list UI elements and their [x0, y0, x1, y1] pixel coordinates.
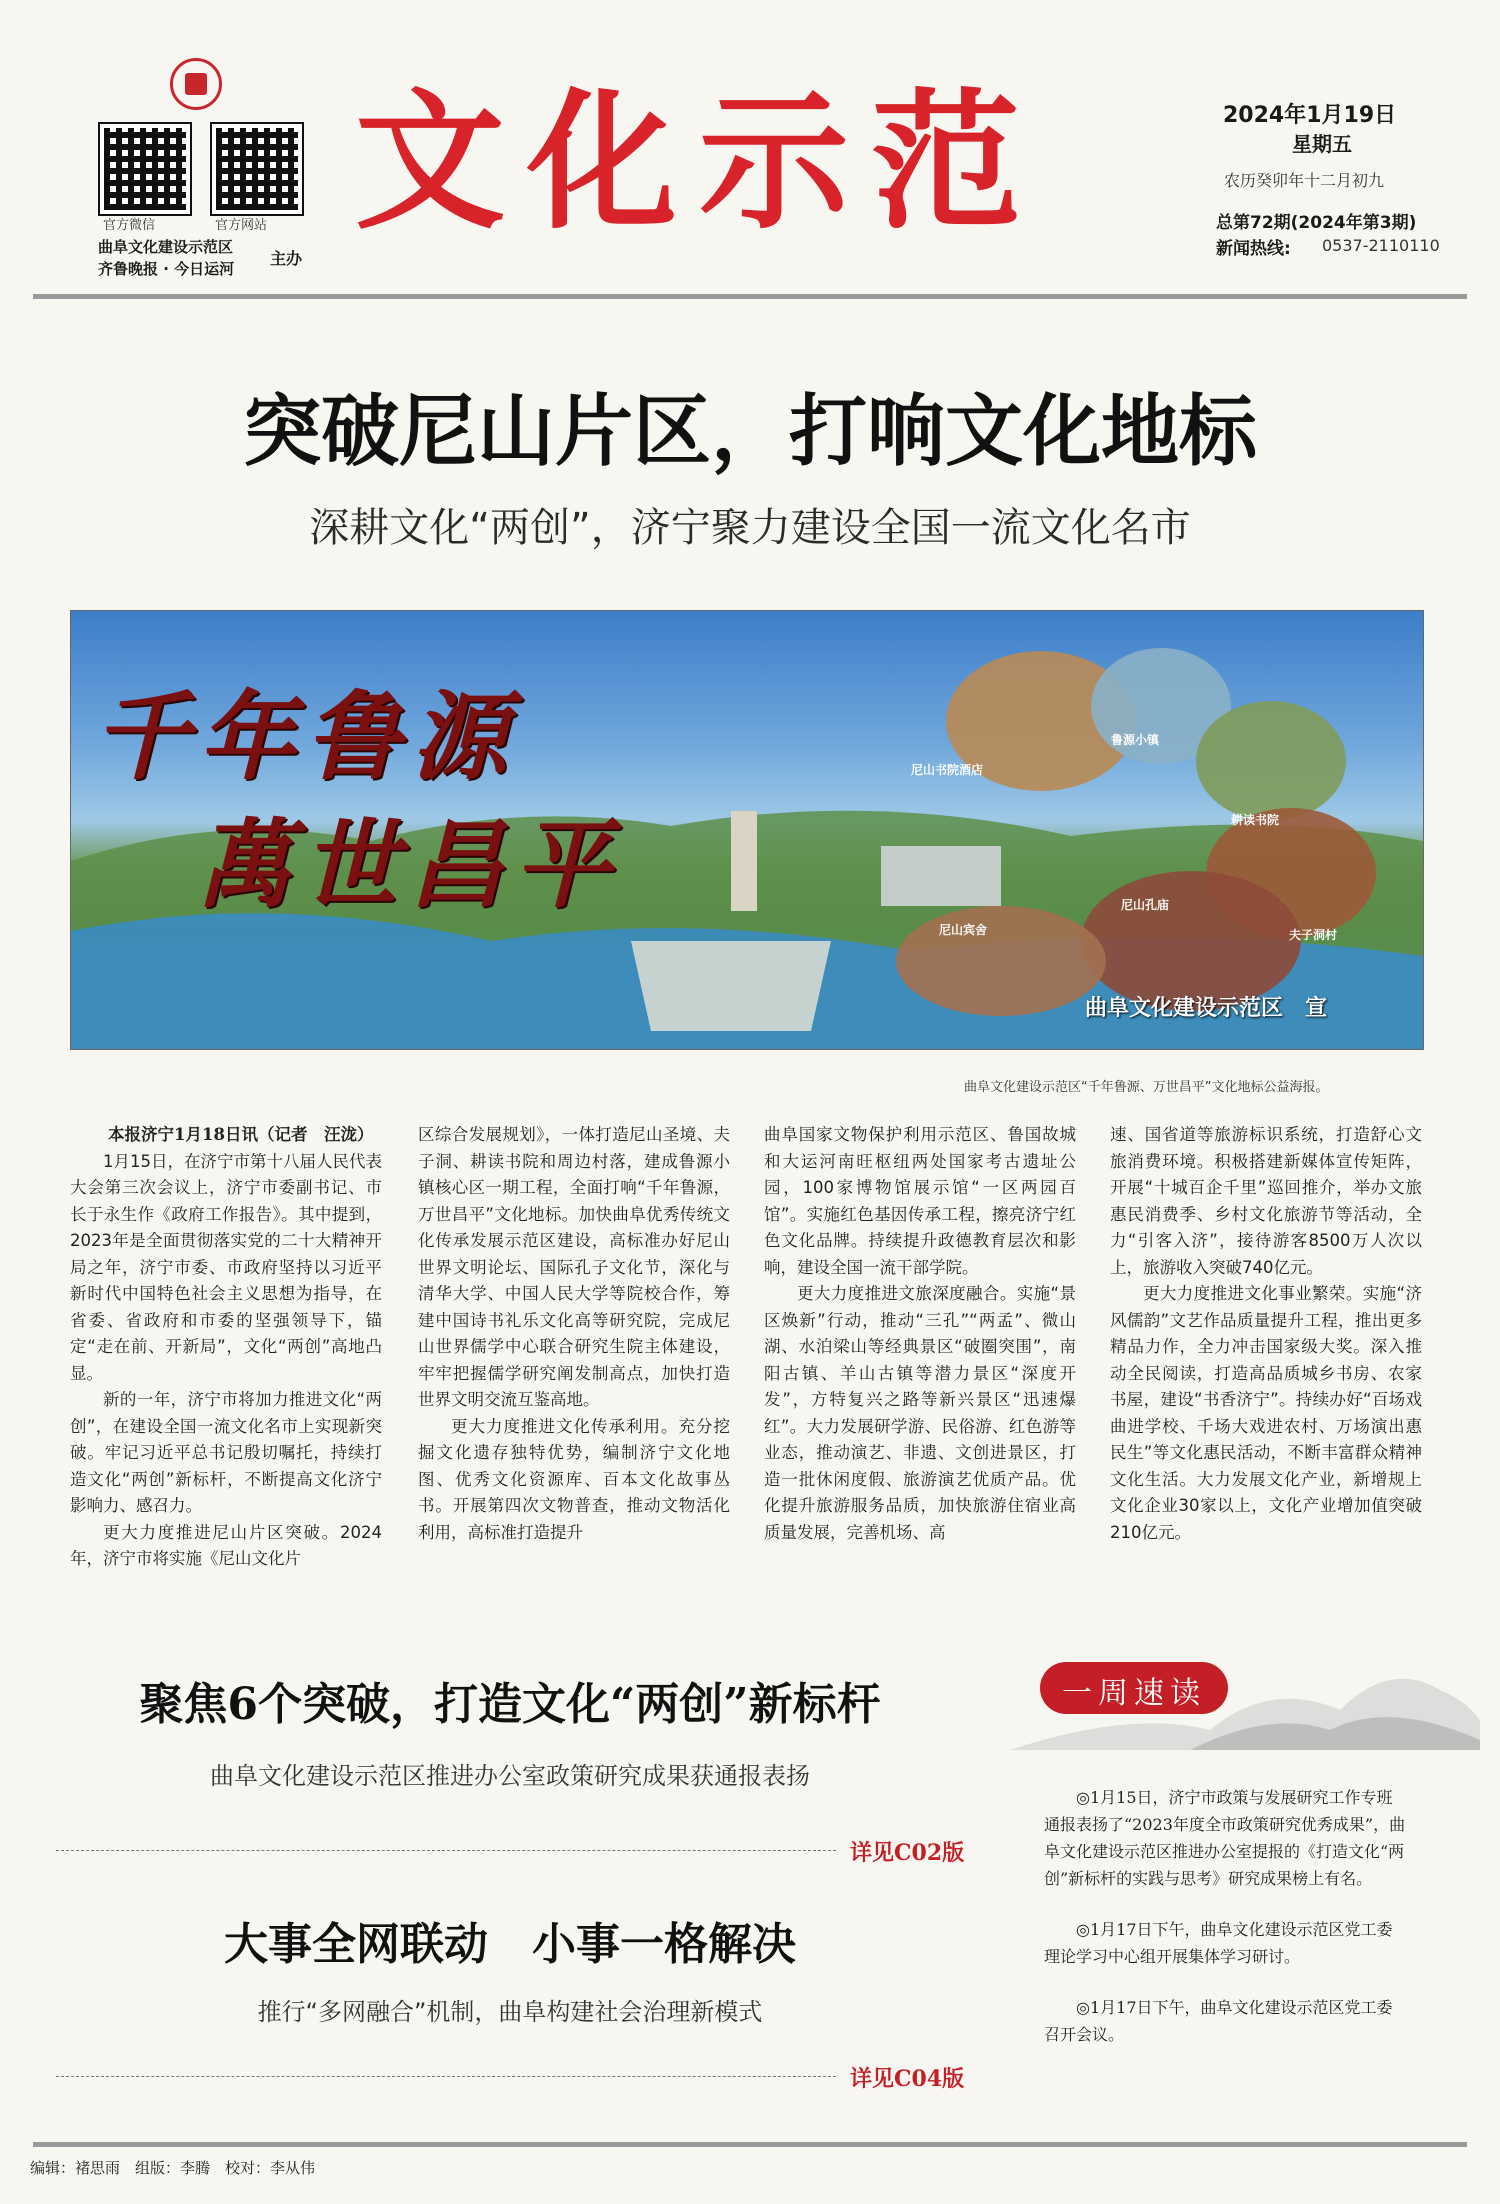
story-title: 聚焦6个突破，打造文化“两创”新标杆: [139, 1679, 881, 1730]
lead-headline: 突破尼山片区，打响文化地标: [242, 386, 1257, 477]
wechat-qr-code[interactable]: [100, 124, 190, 214]
brief-item: ◎1月15日，济宁市政策与发展研究工作专班通报表扬了“2023年度全市政策研究优秀成果”，曲阜文化建设示范区推进办公室提报的《打造文化“两创”新标杆的实践与思考》研究成果榜上有名。: [1044, 1788, 1406, 1888]
article-paragraph: 1月15日，在济宁市第十八届人民代表大会第三次会议上，济宁市委副书记、市长于永生作《政府工作报告》。其中提到，2023年是全面贯彻落实党的二十大精神开局之年，济宁市委、市政府坚持以习近平新时代中国特色社会主义思想为指导，在省委、省政府和市委的坚强领导下，锚定“走在前、开新局”，文化“两创”高地凸显。: [70, 1151, 382, 1383]
brief-badge-label: 一周速读: [1062, 1676, 1206, 1711]
article-column: [764, 1122, 1076, 1546]
story-divider: [56, 1850, 836, 1851]
weekly-brief-list: [1044, 1784, 1408, 2072]
article-paragraph: 新的一年，济宁市将加力推进文化“两创”，在建设全国一流文化名市上实现新突破。牢记习近平总书记殷切嘱托，持续打造文化“两创”新标杆，不断提高文化济宁影响力、感召力。: [70, 1390, 382, 1515]
seal-logo: [170, 58, 222, 110]
lead-subtitle: 深耕文化“两创”，济宁聚力建设全国一流文化名市: [309, 505, 1191, 551]
article-column: [418, 1122, 730, 1546]
calligraphy-line-1: 千年鲁源: [93, 680, 517, 793]
brief-item: ◎1月17日下午，曲阜文化建设示范区党工委理论学习中心组开展集体学习研讨。: [1044, 1920, 1393, 1966]
poster-label: 尼山孔庙: [1121, 898, 1170, 912]
poster-label: 鲁源小镇: [1111, 733, 1160, 747]
see-page-link[interactable]: 详见C02版: [850, 1840, 965, 1866]
article-column: [1110, 1122, 1422, 1546]
article-column: [70, 1122, 382, 1573]
poster-label: 耕读书院: [1231, 813, 1280, 827]
calligraphy-line-2: 萬世昌平: [196, 808, 620, 921]
poster-label: 尼山书院酒店: [911, 763, 984, 777]
qr-caption-website: 官方网站: [215, 218, 268, 233]
article-paragraph: 曲阜国家文物保护利用示范区、鲁国故城和大运河南旺枢纽两处国家考古遗址公园，100家博物馆展示馆“一区两园百馆”。实施红色基因传承工程，擦亮济宁红色文化品牌。持续提升政德教育层次和影响，建设全国一流干部学院。: [764, 1125, 1076, 1277]
sponsors-role: 主办: [270, 249, 303, 268]
hotline-label: 新闻热线:: [1216, 239, 1291, 259]
story-title: 大事全网联动 小事一格解决: [224, 1919, 796, 1970]
see-page-link[interactable]: 详见C04版: [850, 2066, 965, 2092]
masthead-rule: [33, 294, 1467, 299]
qr-caption-wechat: 官方微信: [103, 218, 156, 233]
article-paragraph: 更大力度推进尼山片区突破。2024年，济宁市将实施《尼山文化片: [70, 1522, 382, 1568]
article-byline: 本报济宁1月18日讯（记者 汪泷）: [108, 1125, 374, 1144]
issue-date: 2024年1月19日: [1223, 103, 1397, 128]
lunar-date: 农历癸卯年十二月初九: [1224, 171, 1385, 190]
masthead: [0, 0, 1500, 300]
article-paragraph: 更大力度推进文化传承利用。充分挖掘文化遗存独特优势，编制济宁文化地图、优秀文化资源库、百本文化故事丛书。开展第四次文物普查，推动文物活化利用，高标准打造提升: [418, 1416, 730, 1542]
footer-rule: [33, 2142, 1467, 2147]
brief-item: ◎1月17日下午，曲阜文化建设示范区党工委召开会议。: [1044, 1998, 1393, 2044]
issue-number: 总第72期(2024年第3期): [1216, 213, 1417, 233]
footer-credits: 编辑：褚思雨 组版：李腾 校对：李从伟: [30, 2159, 316, 2177]
poster-image: [70, 610, 1424, 1050]
newspaper-title: 文化示范: [355, 76, 1044, 250]
hotline-number: 0537-2110110: [1322, 236, 1440, 255]
article-paragraph: 速、国省道等旅游标识系统，打造舒心文旅消费环境。积极搭建新媒体宣传矩阵，开展“十城百企千里”巡回推介，举办文旅惠民消费季、乡村文化旅游节等活动，全力“引客入济”，接待游客8500万人次以上，旅游收入突破740亿元。: [1110, 1125, 1422, 1277]
sponsors-line-1: 曲阜文化建设示范区: [98, 238, 234, 256]
article-paragraph: 更大力度推进文化事业繁荣。实施“济风儒韵”文艺作品质量提升工程，推出更多精品力作，全力冲击国家级大奖。深入推动全民阅读，打造高品质城乡书房、农家书屋，建设“书香济宁”。持续办好“百场戏曲进学校、千场大戏进农村、万场演出惠民生”等文化惠民活动，不断丰富群众精神文化生活。大力发展文化产业，新增规上文化企业30家以上，文化产业增加值突破210亿元。: [1110, 1284, 1422, 1542]
story-subtitle: 曲阜文化建设示范区推进办公室政策研究成果获通报表扬: [210, 1762, 810, 1790]
poster-sponsor: 曲阜文化建设示范区 宣: [1085, 996, 1328, 1021]
article-paragraph: 区综合发展规划》，一体打造尼山圣境、夫子洞、耕读书院和周边村落，建成鲁源小镇核心区一期工程，全面打响“千年鲁源，万世昌平”文化地标。加快曲阜优秀传统文化传承发展示范区建设，高标准办好尼山世界文明论坛、国际孔子文化节，深化与清华大学、中国人民大学等院校合作，筹建中国诗书礼乐文化高等研究院，完成尼山世界儒学中心联合研究生院主体建设，牢牢把握儒学研究阐发制高点，加快打造世界文明交流互鉴高地。: [418, 1125, 730, 1409]
article-paragraph: 更大力度推进文旅深度融合。实施“景区焕新”行动，推动“三孔”“两孟”、微山湖、水泊梁山等经典景区“破圈突围”，南阳古镇、羊山古镇等潜力景区“深度开发”，方特复兴之路等新兴景区“迅速爆红”。大力发展研学游、民俗游、红色游等业态，推动演艺、非遗、文创进景区，打造一批休闲度假、旅游演艺优质产品。优化提升旅游服务品质，加快旅游住宿业高质量发展，完善机场、高: [764, 1284, 1076, 1542]
poster-label: 尼山宾舍: [939, 923, 988, 937]
weekday: 星期五: [1292, 132, 1352, 156]
website-qr-code[interactable]: [212, 124, 302, 214]
poster-label: 夫子洞村: [1289, 928, 1338, 942]
story-divider: [56, 2076, 836, 2077]
poster-caption: 曲阜文化建设示范区“千年鲁源、万世昌平”文化地标公益海报。: [964, 1080, 1329, 1095]
sponsors-line-2: 齐鲁晚报 · 今日运河: [98, 260, 235, 278]
story-subtitle: 推行“多网融合”机制，曲阜构建社会治理新模式: [257, 1998, 763, 2026]
